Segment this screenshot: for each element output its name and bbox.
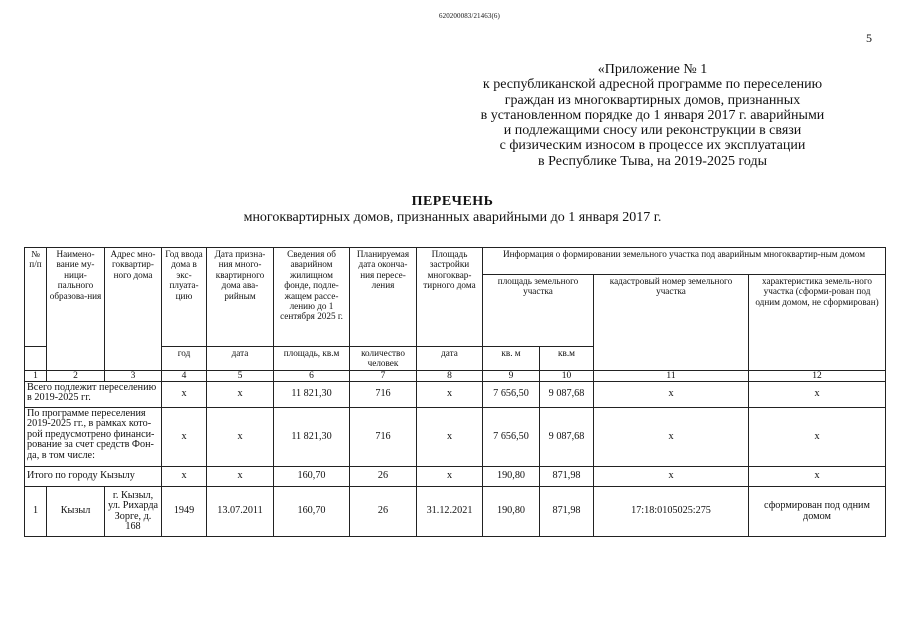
row-label: По программе переселения 2019-2025 гг., в рамках кото-рой предусмотрено финанси-рование за счет средств Фон-да, в том числе: bbox=[25, 408, 162, 467]
column-number: 2 bbox=[47, 371, 105, 382]
units-plot1: кв. м bbox=[483, 347, 540, 371]
cell-plot2: 871,98 bbox=[540, 467, 594, 487]
cell-year: 1949 bbox=[162, 487, 207, 537]
header-plot-area: площадь земельного участка bbox=[483, 275, 594, 347]
appendix-line: к республиканской адресной программе по переселению bbox=[482, 77, 823, 93]
page-number: 5 bbox=[866, 31, 872, 45]
header-characteristic: характеристика земель-ного участка (сформи-рован под одним домом, не сформирован) bbox=[749, 275, 886, 371]
column-number: 1 bbox=[25, 371, 47, 382]
header-number: № п/п bbox=[25, 248, 47, 347]
cell-people: 26 bbox=[350, 487, 417, 537]
cell-date: х bbox=[207, 467, 274, 487]
units-date: дата bbox=[207, 347, 274, 371]
cell-area: 160,70 bbox=[274, 487, 350, 537]
units-plot2: кв.м bbox=[540, 347, 594, 371]
header-building-area: Площадь застройки многоквар-тирного дома bbox=[417, 248, 483, 347]
table-row bbox=[25, 382, 886, 408]
housing-table bbox=[24, 247, 886, 537]
cell-plot2: 871,98 bbox=[540, 487, 594, 537]
cell-end-date: х bbox=[417, 467, 483, 487]
cell-plot2: 9 087,68 bbox=[540, 382, 594, 408]
appendix-header bbox=[440, 62, 865, 169]
header-planned-end: Планируемая дата оконча-ния пересе-ления bbox=[350, 248, 417, 347]
column-number: 12 bbox=[749, 371, 886, 382]
cell-municipality: Кызыл bbox=[47, 487, 105, 537]
cell-characteristic: х bbox=[749, 408, 886, 467]
column-number: 10 bbox=[540, 371, 594, 382]
document-subtitle: многоквартирных домов, признанных аварийными до 1 января 2017 г. bbox=[243, 210, 662, 225]
appendix-line: граждан из многоквартирных домов, признанных bbox=[504, 92, 801, 108]
header-year: Год ввода дома в экс-плуата-цию bbox=[162, 248, 207, 347]
units-year: год bbox=[162, 347, 207, 371]
appendix-line: с физическим износом в процессе их эксплуатации bbox=[499, 138, 806, 154]
units-area: площадь, кв.м bbox=[274, 347, 350, 371]
units-end-date: дата bbox=[417, 347, 483, 371]
column-number: 6 bbox=[274, 371, 350, 382]
column-number: 11 bbox=[594, 371, 749, 382]
column-number: 3 bbox=[105, 371, 162, 382]
appendix-line: «Приложение № 1 bbox=[597, 62, 708, 77]
table-row bbox=[25, 408, 886, 467]
column-numbers-row bbox=[25, 371, 886, 382]
document-title: ПЕРЕЧЕНЬ bbox=[411, 194, 494, 209]
cell-date: 13.07.2011 bbox=[207, 487, 274, 537]
column-number: 4 bbox=[162, 371, 207, 382]
column-number: 8 bbox=[417, 371, 483, 382]
column-number: 9 bbox=[483, 371, 540, 382]
column-number: 7 bbox=[350, 371, 417, 382]
header-land-plot-group: Информация о формировании земельного участка под аварийным многоквартир-ным домом bbox=[483, 248, 886, 275]
cell-plot1: 7 656,50 bbox=[483, 382, 540, 408]
header-row bbox=[25, 248, 886, 275]
cell-plot2: 9 087,68 bbox=[540, 408, 594, 467]
cell-year: х bbox=[162, 467, 207, 487]
column-number: 5 bbox=[207, 371, 274, 382]
table-row bbox=[25, 467, 886, 487]
cell-cadastral: х bbox=[594, 408, 749, 467]
cell-year: х bbox=[162, 408, 207, 467]
cell-characteristic: сформирован под одним домом bbox=[749, 487, 886, 537]
cell-item-number: 1 bbox=[25, 487, 47, 537]
document-id: 620200083/21463(6) bbox=[439, 12, 500, 20]
cell-people: 26 bbox=[350, 467, 417, 487]
cell-address: г. Кызыл, ул. Рихарда Зорге, д. 168 bbox=[105, 487, 162, 537]
row-label: Всего подлежит переселению в 2019-2025 гг. bbox=[25, 382, 162, 408]
cell-people: 716 bbox=[350, 382, 417, 408]
cell-date: х bbox=[207, 382, 274, 408]
cell-end-date: 31.12.2021 bbox=[417, 487, 483, 537]
row-label: Итого по городу Кызылу bbox=[25, 467, 162, 487]
appendix-line: в Республике Тыва, на 2019-2025 годы bbox=[537, 153, 767, 169]
cell-area: 160,70 bbox=[274, 467, 350, 487]
header-municipality: Наимено-вание му-ници-пального образова-ния bbox=[47, 248, 105, 371]
cell-characteristic: х bbox=[749, 467, 886, 487]
cell-area: 11 821,30 bbox=[274, 382, 350, 408]
header-cadastral: кадастровый номер земельного участка bbox=[594, 275, 749, 371]
cell-end-date: х bbox=[417, 382, 483, 408]
table-row bbox=[25, 487, 886, 537]
appendix-line: и подлежащими сносу или реконструкции в связи bbox=[503, 123, 802, 139]
header-address: Адрес мно-гоквартир-ного дома bbox=[105, 248, 162, 371]
cell-plot1: 7 656,50 bbox=[483, 408, 540, 467]
cell-date: х bbox=[207, 408, 274, 467]
cell-cadastral: х bbox=[594, 382, 749, 408]
units-number bbox=[25, 347, 47, 371]
cell-cadastral: х bbox=[594, 467, 749, 487]
cell-plot1: 190,80 bbox=[483, 487, 540, 537]
cell-characteristic: х bbox=[749, 382, 886, 408]
cell-year: х bbox=[162, 382, 207, 408]
cell-area: 11 821,30 bbox=[274, 408, 350, 467]
header-fund-info: Сведения об аварийном жилищном фонде, подле-жащем рассе-лению до 1 сентября 2025 г. bbox=[274, 248, 350, 347]
units-people: количество человек bbox=[350, 347, 417, 371]
header-recognition-date: Дата призна-ния много-квартирного дома ава-рийным bbox=[207, 248, 274, 347]
cell-cadastral: 17:18:0105025:275 bbox=[594, 487, 749, 537]
cell-plot1: 190,80 bbox=[483, 467, 540, 487]
cell-end-date: х bbox=[417, 408, 483, 467]
cell-people: 716 bbox=[350, 408, 417, 467]
appendix-line: в установленном порядке до 1 января 2017 г. аварийными bbox=[480, 107, 825, 123]
